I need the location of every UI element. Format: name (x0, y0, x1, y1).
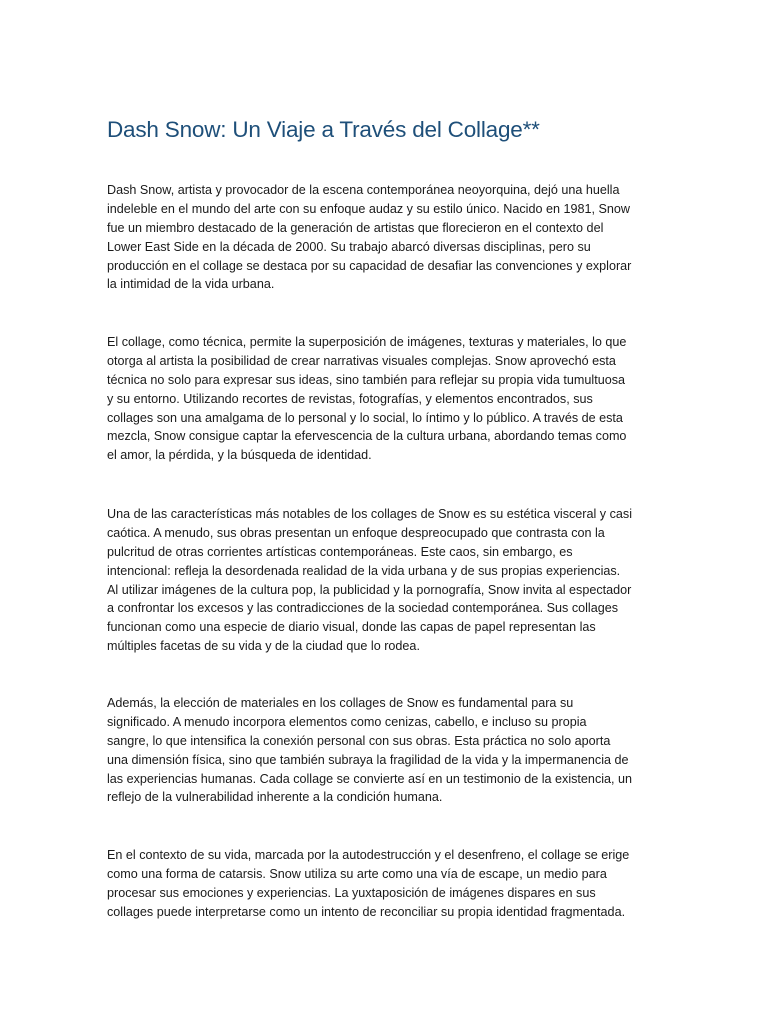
paragraph-1 (107, 181, 667, 294)
paragraph-line: collages son una amalgama de lo personal y lo social, lo íntimo y lo público. A través de esta (107, 410, 623, 425)
paragraph-5 (107, 846, 667, 922)
paragraph-line: Además, la elección de materiales en los collages de Snow es fundamental para su (107, 696, 574, 710)
paragraph-line: reflejo de la vulnerabilidad inherente a la condición humana. (107, 790, 443, 805)
paragraph-line: intencional: refleja la desordenada realidad de la vida urbana y de sus propias experiencias. (107, 563, 621, 578)
document-title: Dash Snow: Un Viaje a Través del Collage** (107, 117, 540, 142)
paragraph-line: la intimidad de la vida urbana. (107, 277, 275, 292)
paragraph-line: Al utilizar imágenes de la cultura pop, la publicidad y la pornografía, Snow invita al espectador (107, 582, 632, 597)
paragraph-line: funcionan como una especie de diario visual, donde las capas de papel representan las (107, 620, 596, 635)
paragraph-line: significado. A menudo incorpora elementos como cenizas, cabello, e incluso su propia (107, 714, 587, 729)
paragraph-line: a confrontar los excesos y las contradicciones de la sociedad contemporánea. Sus collages (107, 601, 619, 616)
paragraph-line: fue un miembro destacado de la generación de artistas que florecieron en el contexto del (107, 220, 604, 235)
paragraph-line: El collage, como técnica, permite la superposición de imágenes, texturas y materiales, lo que (107, 335, 627, 349)
paragraph-line: caótica. A menudo, sus obras presentan un enfoque despreocupado que contrasta con la (107, 525, 605, 540)
paragraph-line: otorga al artista la posibilidad de crear narrativas visuales complejas. Snow aprovechó esta (107, 353, 616, 368)
paragraph-line: Dash Snow, artista y provocador de la escena contemporánea neoyorquina, dejó una huella (107, 183, 620, 197)
paragraph-line: múltiples facetas de su vida y de la ciudad que lo rodea. (107, 639, 420, 654)
paragraph-line: indeleble en el mundo del arte con su enfoque audaz y su estilo único. Nacido en 1981, Snow (107, 201, 630, 216)
paragraph-line: las experiencias humanas. Cada collage se convierte así en un testimonio de la existencia, un (107, 771, 633, 786)
paragraph-line: el amor, la pérdida, y la búsqueda de identidad. (107, 448, 372, 463)
paragraph-line: Lower East Side en la década de 2000. Su trabajo abarcó diversas disciplinas, pero su (107, 239, 591, 254)
paragraph-line: como una forma de catarsis. Snow utiliza su arte como una vía de escape, un medio para (107, 866, 607, 881)
paragraph-line: producción en el collage se destaca por su capacidad de desafiar las convenciones y explorar (107, 258, 632, 273)
paragraph-line: pulcritud de otras corrientes artísticas contemporáneas. Este caos, sin embargo, es (107, 544, 573, 559)
paragraph-line: una dimensión física, sino que también subraya la fragilidad de la vida y la impermanencia de (107, 752, 629, 767)
paragraph-line: técnica no solo para expresar sus ideas, sino también para reflejar su propia vida tumultuosa (107, 372, 626, 387)
paragraph-line: En el contexto de su vida, marcada por la autodestrucción y el desenfreno, el collage se erige (107, 848, 630, 862)
paragraph-2 (107, 333, 667, 465)
paragraph-line: y su entorno. Utilizando recortes de revistas, fotografías, y elementos encontrados, sus (107, 391, 593, 406)
paragraph-line: Una de las características más notables de los collages de Snow es su estética visceral y casi (107, 507, 632, 521)
paragraph-line: sangre, lo que intensifica la conexión personal con sus obras. Esta práctica no solo aporta (107, 733, 611, 748)
paragraph-line: collages puede interpretarse como un intento de reconciliar su propia identidad fragmentada. (107, 904, 626, 919)
paragraph-line: mezcla, Snow consigue captar la efervescencia de la cultura urbana, abordando temas como (107, 429, 627, 444)
paragraph-3 (107, 505, 667, 656)
paragraph-4 (107, 694, 667, 807)
paragraph-line: procesar sus emociones y experiencias. La yuxtaposición de imágenes dispares en sus (107, 885, 596, 900)
